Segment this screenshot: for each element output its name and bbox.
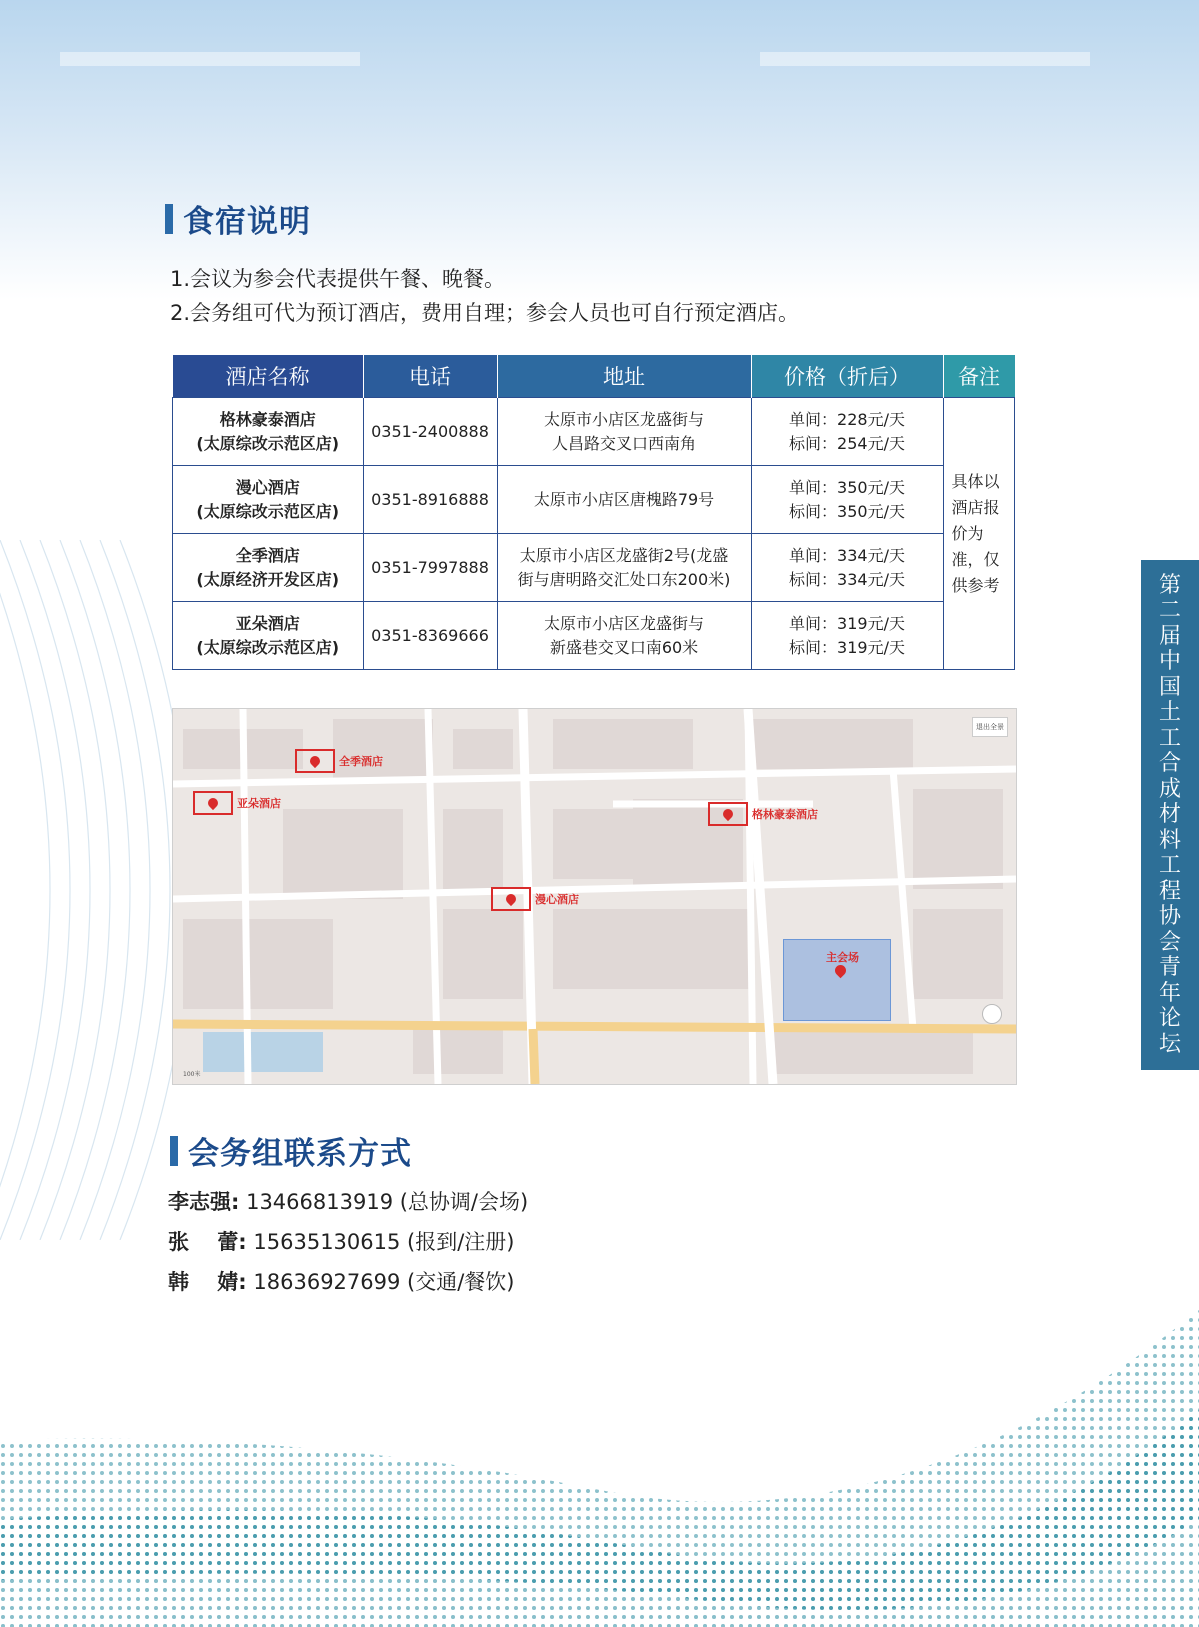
contact-name: 李志强: <box>168 1190 240 1214</box>
map-fullscreen-button[interactable]: 退出全景 <box>972 717 1008 737</box>
map-pin-yaduo[interactable] <box>193 791 281 815</box>
header-note: 备注 <box>943 355 1015 398</box>
table-row <box>173 534 1015 602</box>
hotel-name-cell: 全季酒店 (太原经济开发区店) <box>173 534 364 602</box>
table-row <box>173 602 1015 670</box>
pin-label: 亚朵酒店 <box>237 797 281 810</box>
contact-name: 张 蕾: <box>168 1230 247 1254</box>
section-title-text: 食宿说明 <box>183 204 311 240</box>
intro-line-1: 1.会议为参会代表提供午餐、晚餐。 <box>170 267 506 291</box>
side-tab-char: 成 <box>1158 776 1181 802</box>
side-tab-char: 工 <box>1158 725 1181 751</box>
intro-text <box>170 262 799 330</box>
hotel-address-cell: 太原市小店区龙盛街与 人昌路交叉口西南角 <box>497 398 751 466</box>
main-venue-label: 主会场 <box>826 951 859 964</box>
side-tab-char: 论 <box>1158 1006 1181 1032</box>
map-pin-manxin[interactable] <box>491 887 579 911</box>
contact-info: 18636927699 (交通/餐饮) <box>246 1270 515 1294</box>
forum-side-tab <box>1141 560 1199 1070</box>
hotel-price-cell: 单间：334元/天 标间：334元/天 <box>751 534 943 602</box>
header-hotel-name: 酒店名称 <box>173 355 364 398</box>
side-tab-char: 坛 <box>1158 1031 1181 1057</box>
hotel-phone-cell: 0351-7997888 <box>363 534 497 602</box>
map-pin-gelin[interactable] <box>708 802 818 826</box>
side-tab-char: 年 <box>1158 980 1181 1006</box>
hotel-phone-cell: 0351-8369666 <box>363 602 497 670</box>
hotel-phone-cell: 0351-2400888 <box>363 398 497 466</box>
hotel-address-cell: 太原市小店区龙盛街与 新盛巷交叉口南60米 <box>497 602 751 670</box>
hotel-table <box>172 355 1015 670</box>
hotel-phone-cell: 0351-8916888 <box>363 466 497 534</box>
dotted-wave-decoration <box>0 1290 1199 1627</box>
pin-label: 格林豪泰酒店 <box>752 808 818 821</box>
side-tab-char: 协 <box>1158 904 1181 930</box>
side-tab-char: 第 <box>1158 572 1181 598</box>
hotel-address-cell: 太原市小店区龙盛街2号(龙盛 街与唐明路交汇处口东200米) <box>497 534 751 602</box>
compass-icon[interactable] <box>982 1004 1002 1024</box>
contact-info: 15635130615 (报到/注册) <box>246 1230 515 1254</box>
hotel-location-map <box>172 708 1017 1085</box>
side-tab-char: 程 <box>1158 878 1181 904</box>
side-tab-char: 合 <box>1158 751 1181 777</box>
contact-info: 13466813919 (总协调/会场) <box>239 1190 529 1214</box>
contact-line <box>168 1266 515 1296</box>
section-title-accommodation <box>165 196 311 241</box>
title-accent-bar <box>165 204 173 234</box>
hotel-name-cell: 漫心酒店 (太原综改示范区店) <box>173 466 364 534</box>
side-tab-char: 届 <box>1158 623 1181 649</box>
location-pin-icon <box>504 892 518 906</box>
location-pin-icon <box>721 807 735 821</box>
side-tab-char: 材 <box>1158 802 1181 828</box>
header-background <box>0 0 1199 300</box>
section-title-contacts <box>170 1128 412 1173</box>
location-pin-icon <box>206 796 220 810</box>
table-row <box>173 398 1015 466</box>
pin-label: 全季酒店 <box>339 755 383 768</box>
title-accent-bar <box>170 1136 178 1166</box>
hotel-name-cell: 亚朵酒店 (太原综改示范区店) <box>173 602 364 670</box>
location-pin-icon <box>308 754 322 768</box>
side-tab-char: 中 <box>1158 649 1181 675</box>
header-address: 地址 <box>497 355 751 398</box>
contact-line <box>168 1226 515 1256</box>
side-tab-char: 会 <box>1158 929 1181 955</box>
table-header-row <box>173 355 1015 398</box>
side-tab-char: 青 <box>1158 955 1181 981</box>
note-cell: 具体以 酒店报 价为 准，仅 供参考 <box>943 398 1015 670</box>
header-phone: 电话 <box>363 355 497 398</box>
intro-line-2: 2.会务组可代为预订酒店，费用自理；参会人员也可自行预定酒店。 <box>170 301 800 325</box>
side-tab-char: 工 <box>1158 853 1181 879</box>
section-title-text: 会务组联系方式 <box>188 1136 412 1172</box>
hotel-price-cell: 单间：319元/天 标间：319元/天 <box>751 602 943 670</box>
header-price: 价格（折后） <box>751 355 943 398</box>
side-tab-char: 国 <box>1158 674 1181 700</box>
map-scale: 100米 <box>183 1071 201 1078</box>
pin-label: 漫心酒店 <box>535 893 579 906</box>
side-tab-char: 料 <box>1158 827 1181 853</box>
side-tab-char: 土 <box>1158 700 1181 726</box>
hotel-price-cell: 单间：228元/天 标间：254元/天 <box>751 398 943 466</box>
hotel-name-cell: 格林豪泰酒店 (太原综改示范区店) <box>173 398 364 466</box>
side-tab-char: 二 <box>1158 598 1181 624</box>
map-pin-quanji[interactable] <box>295 749 383 773</box>
table-row <box>173 466 1015 534</box>
contact-line <box>168 1186 528 1216</box>
contact-name: 韩 婧: <box>168 1270 247 1294</box>
hotel-address-cell: 太原市小店区唐槐路79号 <box>497 466 751 534</box>
hotel-price-cell: 单间：350元/天 标间：350元/天 <box>751 466 943 534</box>
